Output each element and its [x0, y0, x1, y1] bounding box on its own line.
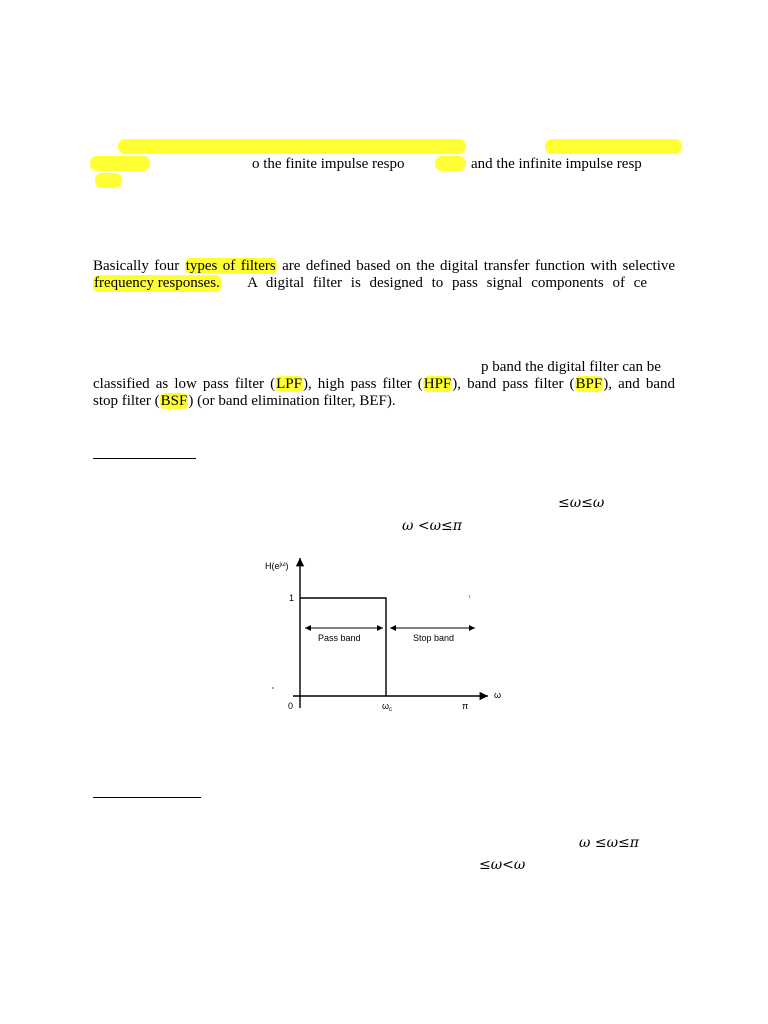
filter-classification-line: classified as low pass filter (LPF), high pass filter (HPF), band pass filter (BPF), and band: [93, 376, 676, 392]
intro-iir-fragment: and the infinite impulse resp: [471, 156, 642, 172]
x-tick-label-wc: $\omega_c$: [382, 701, 393, 713]
highlight-bar: [118, 139, 466, 154]
highlight-bar: [95, 173, 122, 188]
lpf-response-chart: [255, 548, 515, 720]
x-tick-label-0: 0: [288, 701, 294, 711]
y-axis-label: $H(e^{j\omega})$: [265, 561, 289, 571]
x-axis-label: ω: [494, 690, 502, 700]
filter-types-paragraph: [93, 258, 675, 275]
lpf-highlight: LPF: [276, 376, 302, 392]
para2-line1-fragment: p band the digital filter can be: [481, 359, 661, 375]
para1-line2: [93, 275, 647, 292]
hpf-heading-underline: [93, 797, 201, 798]
highlight-bar: [435, 156, 466, 171]
hpf-passband-condition: ω ≤ω≤π: [579, 835, 639, 851]
filter-classification-line-end: stop filter (BSF) (or band elimination filter, BEF).: [93, 393, 396, 409]
bsf-highlight: BSF: [160, 393, 188, 409]
highlight-bar: [545, 139, 682, 154]
para1-line1-start: Basically four: [93, 258, 180, 274]
y-tick-label-1: 1: [289, 593, 295, 603]
lpf-stopband-condition: ω <ω≤π: [402, 518, 462, 534]
frequency-responses-highlight: frequency responses.: [94, 275, 220, 291]
passband-label: Pass band: [318, 633, 361, 643]
scan-speck: [469, 595, 470, 598]
para1-line1-end: are defined based on the digital transfer function with selective: [282, 258, 676, 274]
lpf-response-line: [300, 598, 386, 696]
stopband-label: Stop band: [413, 633, 455, 643]
bpf-highlight: BPF: [575, 376, 603, 392]
x-tick-label-pi: π: [462, 701, 469, 711]
hpf-stopband-condition: ≤ω<ω: [479, 857, 526, 873]
types-of-filters-highlight: types of filters: [185, 258, 276, 274]
hpf-highlight: HPF: [423, 376, 452, 392]
para1-line2-rest: A digital filter is designed to pass signal components of ce: [247, 275, 647, 291]
highlight-bar: [90, 156, 150, 171]
lpf-heading-underline: [93, 458, 196, 459]
lpf-passband-condition: ≤ω≤ω: [558, 495, 605, 511]
intro-fir-fragment: o the finite impulse respo: [252, 156, 405, 172]
